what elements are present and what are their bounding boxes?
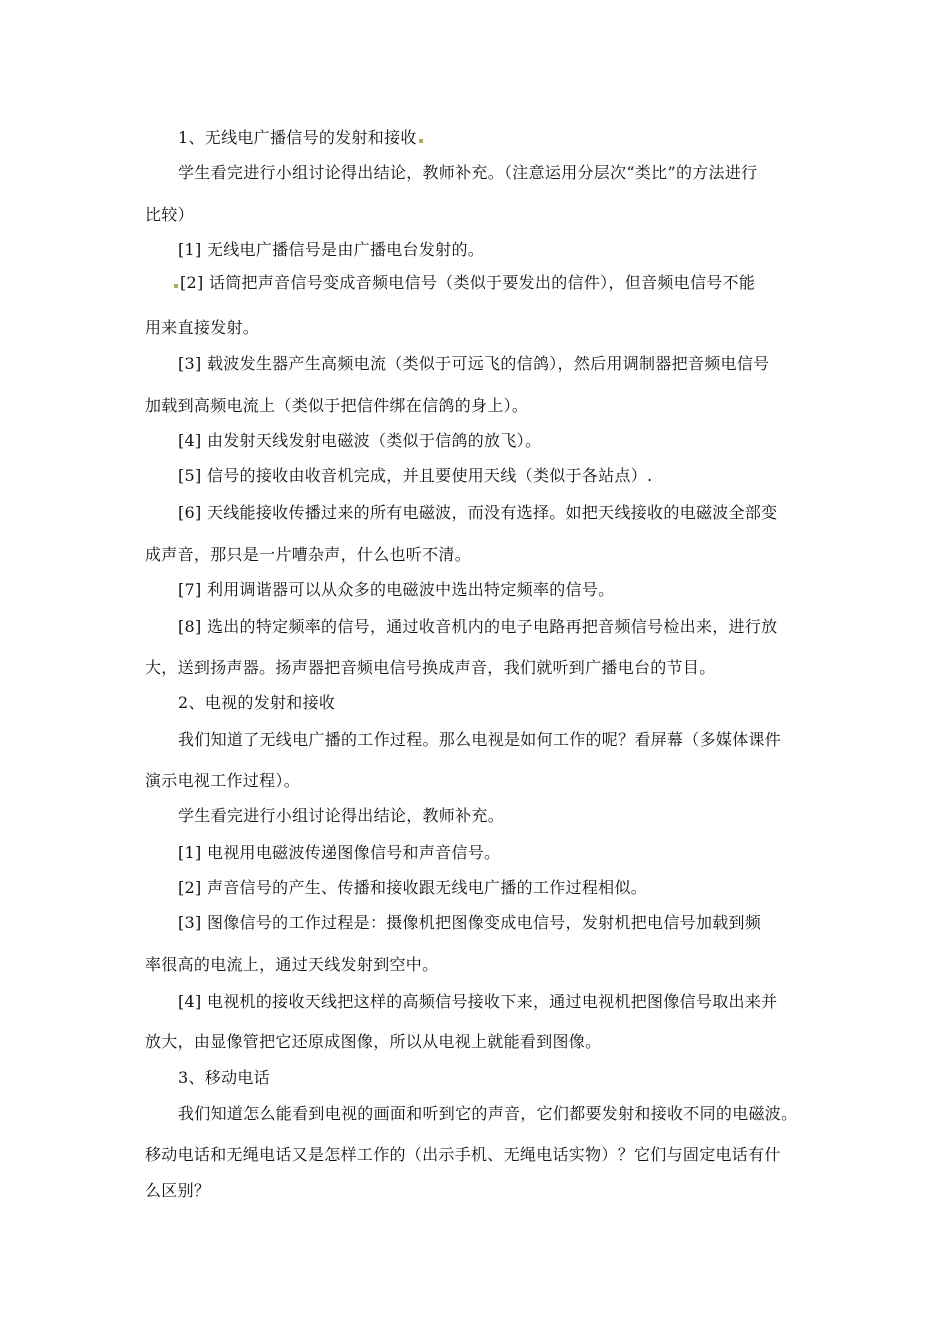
paragraph-line: 我们知道了无线电广播的工作过程。那么电视是如何工作的呢？看屏幕（多媒体课件 [178, 730, 782, 749]
paragraph-line: 放大，由显像管把它还原成图像，所以从电视上就能看到图像。 [145, 1032, 602, 1051]
paragraph-line: [8] 选出的特定频率的信号，通过收音机内的电子电路再把音频信号检出来，进行放 [178, 617, 778, 636]
paragraph-line: 我们知道怎么能看到电视的画面和听到它的声音，它们都要发射和接收不同的电磁波。 [178, 1104, 798, 1123]
paragraph-line: 成声音，那只是一片嘈杂声，什么也听不清。 [145, 545, 472, 564]
paragraph-line: [2] 声音信号的产生、传播和接收跟无线电广播的工作过程相似。 [178, 878, 648, 897]
paragraph-line: [3] 载波发生器产生高频电流（类似于可远飞的信鸽），然后用调制器把音频电信号 [178, 354, 770, 373]
paragraph-line: 大，送到扬声器。扬声器把音频电信号换成声音，我们就听到广播电台的节目。 [145, 658, 716, 677]
paragraph-line: 用来直接发射。 [145, 318, 260, 337]
paragraph-line: 加载到高频电流上（类似于把信件绑在信鸽的身上）。 [145, 396, 529, 415]
paragraph-line: 学生看完进行小组讨论得出结论，教师补充。（注意运用分层次“类比”的方法进行 [178, 163, 758, 182]
paragraph-line: [5] 信号的接收由收音机完成，并且要使用天线（类似于各站点）. [178, 466, 653, 485]
paragraph-line: [1] 无线电广播信号是由广播电台发射的。 [178, 240, 485, 259]
paragraph-line: 么区别？ [145, 1181, 211, 1200]
marker-dot [174, 284, 178, 288]
paragraph-line: [4] 电视机的接收天线把这样的高频信号接收下来，通过电视机把图像信号取出来并 [178, 992, 778, 1011]
paragraph-line: 移动电话和无绳电话又是怎样工作的（出示手机、无绳电话实物）？它们与固定电话有什 [145, 1145, 781, 1164]
paragraph-line: 率很高的电流上，通过天线发射到空中。 [145, 955, 439, 974]
heading-mobile: 3、移动电话 [178, 1068, 270, 1087]
paragraph-line: [7] 利用调谐器可以从众多的电磁波中选出特定频率的信号。 [178, 580, 615, 599]
paragraph-line: [6] 天线能接收传播过来的所有电磁波，而没有选择。如把天线接收的电磁波全部变 [178, 503, 778, 522]
heading-radio: 1、无线电广播信号的发射和接收 [178, 128, 425, 148]
heading-tv: 2、电视的发射和接收 [178, 693, 336, 712]
paragraph-line: [4] 由发射天线发射电磁波（类似于信鸽的放飞）。 [178, 431, 542, 450]
paragraph-line: [2] 话筒把声音信号变成音频电信号（类似于要发出的信件），但音频电信号不能 [172, 273, 755, 293]
paragraph-line: [1] 电视用电磁波传递图像信号和声音信号。 [178, 843, 501, 862]
paragraph-line: [3] 图像信号的工作过程是：摄像机把图像变成电信号，发射机把电信号加载到频 [178, 913, 762, 932]
paragraph-line: 学生看完进行小组讨论得出结论，教师补充。 [178, 806, 505, 825]
marker-dot [419, 139, 423, 143]
paragraph-line: 演示电视工作过程）。 [145, 771, 301, 790]
paragraph-line: 比较） [145, 205, 194, 224]
